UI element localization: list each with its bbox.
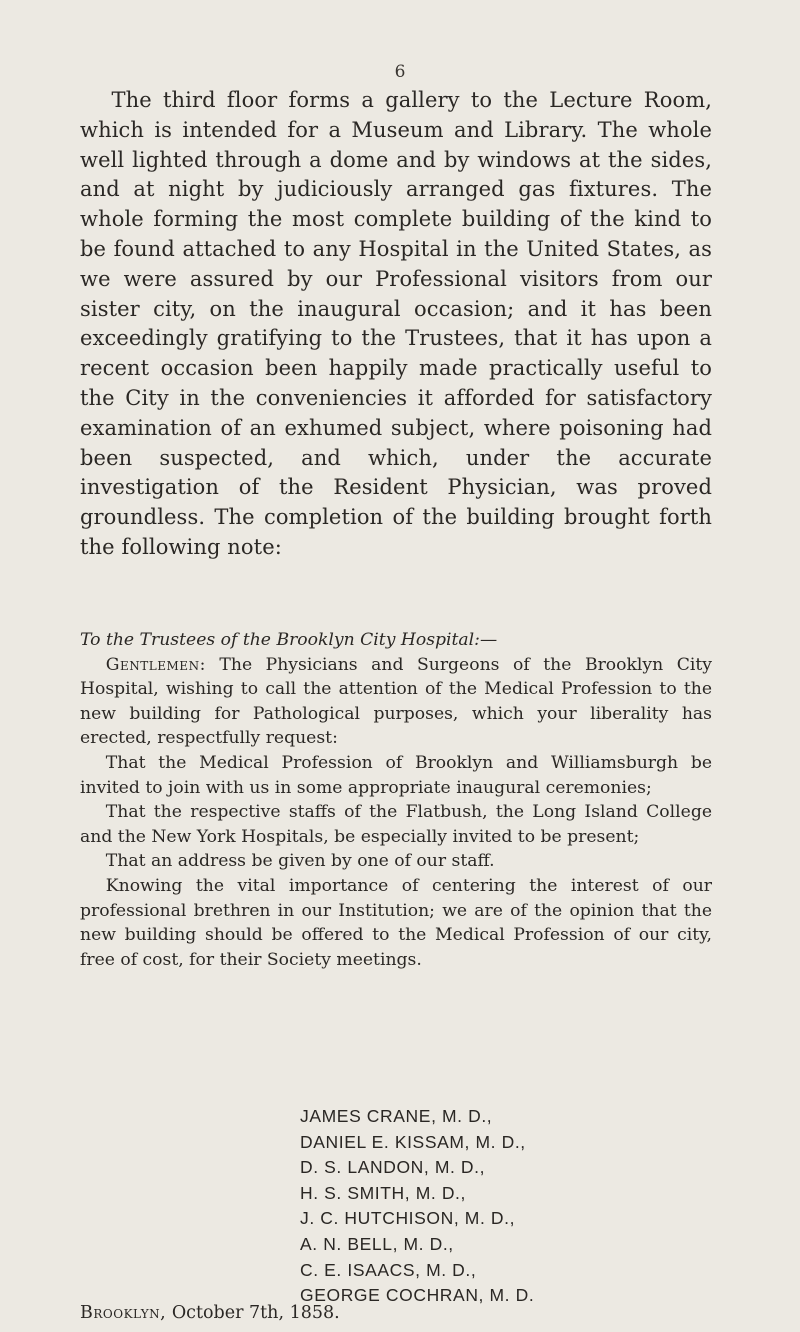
letter-request: That the Medical Profession of Brooklyn and Williamsburgh be invited to join with us in some appropriate inaugural ceremonies; — [80, 752, 712, 798]
signatory: C. E. ISAACS, M. D., — [300, 1259, 477, 1280]
letter-opening: The Physicians and Surgeons of the Brooklyn City Hospital, wishing to call the attention of the Medical Profession to the new building for Pathological purposes, which your liberality has erected, respectfully request: — [80, 654, 712, 749]
letter-salutation: To the Trustees of the Brooklyn City Hospital:— — [80, 630, 498, 650]
letter — [80, 628, 712, 972]
letter-closing: Knowing the vital importance of centering the interest of our professional brethren in our Institution; we are of the opinion that the new building should be offered to the Medical Profession of our city, free of cost, for their Society meetings. — [80, 875, 712, 970]
signatory: GEORGE COCHRAN, M. D. — [300, 1285, 535, 1306]
signatory: A. N. BELL, M. D., — [300, 1233, 454, 1254]
main-paragraph: The third floor forms a gallery to the Lecture Room, which is intended for a Museum and Library. The whole well lighted through a dome and by windows at the sides, and at night by judiciously arranged gas fixtures. The whole forming the most complete building of the kind to be found attached to any Hospital in the United States, as we were assured by our Professional visitors from our sister city, on the inaugural occasion; and it has been exceedingly gratifying to the Trustees, that it has upon a recent occasion been happily made practically useful to the City in the conveniencies it afforded for satisfactory examination of an exhumed subject, where poisoning had been suspected, and which, under the accurate investigation of the Resident Physician, was proved groundless. The completion of the building brought forth the following note: — [80, 88, 712, 559]
letter-request: That the respective staffs of the Flatbush, the Long Island College and the New York Hospitals, be especially invited to be present; — [80, 802, 712, 847]
dateline-date: October 7th, 1858. — [171, 1303, 340, 1323]
signatory: J. C. HUTCHISON, M. D., — [300, 1208, 516, 1229]
signatory: DANIEL E. KISSAM, M. D., — [300, 1131, 526, 1152]
signatory: H. S. SMITH, M. D., — [300, 1182, 466, 1203]
letter-greeting: Gentlemen: — [105, 654, 206, 675]
letter-request: That an address be given by one of our staff. — [105, 851, 495, 872]
dateline — [80, 1301, 340, 1325]
page-number: 6 — [394, 62, 406, 82]
signatory: D. S. LANDON, M. D., — [300, 1157, 486, 1178]
dateline-place: Brooklyn, — [80, 1303, 167, 1323]
signatory: JAMES CRANE, M. D., — [300, 1106, 493, 1126]
letter-opening-paragraph — [80, 653, 712, 751]
signatories-list — [300, 1104, 534, 1309]
